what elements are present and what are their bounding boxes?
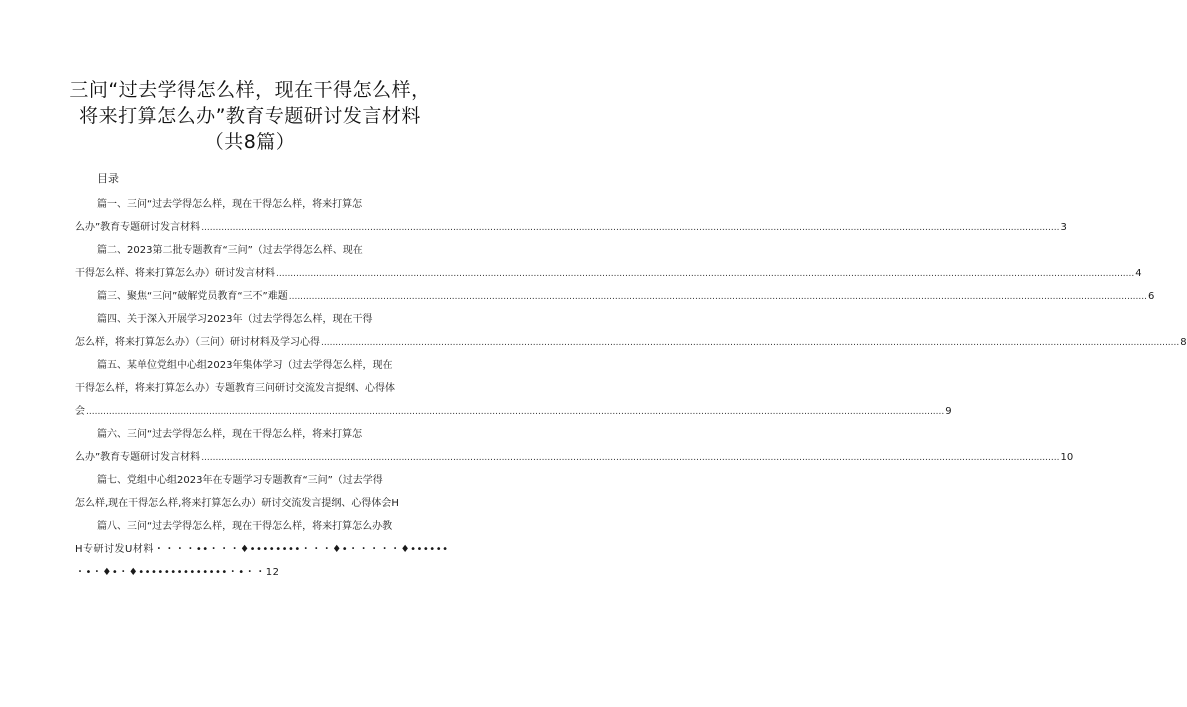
- toc-entry-text: 干得怎么样，将来打算怎么办）专题教育三问研讨交流发言提纲、心得体: [75, 383, 395, 394]
- toc-entry[interactable]: [75, 426, 1074, 472]
- toc-page-number: 9: [945, 406, 952, 417]
- toc-entry-line-with-page: [75, 219, 1067, 242]
- toc-entry-text: 怎么样，将来打算怎么办）（三问）研讨材料及学习心得: [75, 337, 320, 348]
- toc-entry-text: 篇三、聚焦“三问”破解党员教育“三不”难题: [97, 291, 288, 302]
- toc-entry-text: ・•・♦•・♦••••••••••••••・•・・12: [75, 567, 280, 578]
- toc-entry-text: 篇六、三问“过去学得怎么样，现在干得怎么样，将来打算怎: [97, 429, 363, 440]
- document-title: [0, 77, 500, 155]
- toc-entry-text: 么办”教育专题研讨发言材料: [75, 222, 201, 233]
- toc-entry[interactable]: [75, 242, 1142, 288]
- toc-entry-text: 干得怎么样、将来打算怎么办）研讨发言材料: [75, 268, 275, 279]
- toc-entry[interactable]: [75, 196, 1067, 242]
- title-line-3: （共8篇）: [204, 131, 296, 153]
- toc-entry-line-with-page: [75, 403, 952, 426]
- leader-dots: ............................................................................................................................................................................................................................................................................................................: [321, 338, 1180, 348]
- toc-page-number: 6: [1148, 291, 1155, 302]
- toc-page-number: 8: [1180, 337, 1187, 348]
- leader-dots: ............................................................................................................................................................................................................................................................................................................: [201, 453, 1060, 463]
- toc-entry-line-with-page: [75, 334, 1187, 357]
- toc-entry-text: 怎么样,现在干得怎么样,将来打算怎么办）研讨交流发言提纲、心得体会H: [75, 498, 399, 509]
- toc-entry-line-with-page: [75, 288, 1155, 311]
- leader-dots: ............................................................................................................................................................................................................................................................................................................: [288, 292, 1147, 302]
- toc-entry-text: 篇四、关于深入开展学习2023年（过去学得怎么样，现在干得: [97, 314, 373, 325]
- toc-entry-text: 么办”教育专题研讨发言材料: [75, 452, 201, 463]
- toc-entry[interactable]: [75, 311, 1187, 357]
- toc-entry-line-with-page: [75, 265, 1142, 288]
- leader-dots: ............................................................................................................................................................................................................................................................................................................: [276, 269, 1135, 279]
- table-of-contents: [75, 196, 1187, 587]
- toc-entry-text: 篇八、三问“过去学得怎么样，现在干得怎么样，将来打算怎么办教: [97, 521, 393, 532]
- toc-heading: 目录: [97, 172, 119, 185]
- toc-entry-text: H专研讨发U材料・・・・••・・・♦••••••••・・・♦•・・・・・♦••••••: [75, 544, 449, 555]
- toc-entry-text: 篇二、2023第二批专题教育“三问”（过去学得怎么样、现在: [97, 245, 363, 256]
- toc-entry[interactable]: [75, 472, 425, 518]
- toc-entry[interactable]: [75, 518, 449, 587]
- toc-entry[interactable]: [75, 357, 952, 426]
- toc-entry-text: 会: [75, 406, 85, 417]
- toc-page-number: 4: [1135, 268, 1142, 279]
- toc-page-number: 10: [1060, 452, 1074, 463]
- leader-dots: ............................................................................................................................................................................................................................................................................................................: [86, 407, 945, 417]
- toc-entry-text: 篇一、三问“过去学得怎么样，现在干得怎么样，将来打算怎: [97, 199, 363, 210]
- toc-page-number: 3: [1060, 222, 1067, 233]
- toc-entry-text: 篇五、某单位党组中心组2023年集体学习（过去学得怎么样，现在: [97, 360, 393, 371]
- title-line-1: 三问“过去学得怎么样，现在干得怎么样，: [69, 79, 431, 101]
- toc-entry[interactable]: [75, 288, 1155, 311]
- leader-dots: ............................................................................................................................................................................................................................................................................................................: [201, 223, 1060, 233]
- toc-entry-line-with-page: [75, 449, 1074, 472]
- toc-entry-text: 篇七、党组中心组2023年在专题学习专题教育“三问”（过去学得: [97, 475, 383, 486]
- title-line-2: 将来打算怎么办”教育专题研讨发言材料: [79, 105, 421, 127]
